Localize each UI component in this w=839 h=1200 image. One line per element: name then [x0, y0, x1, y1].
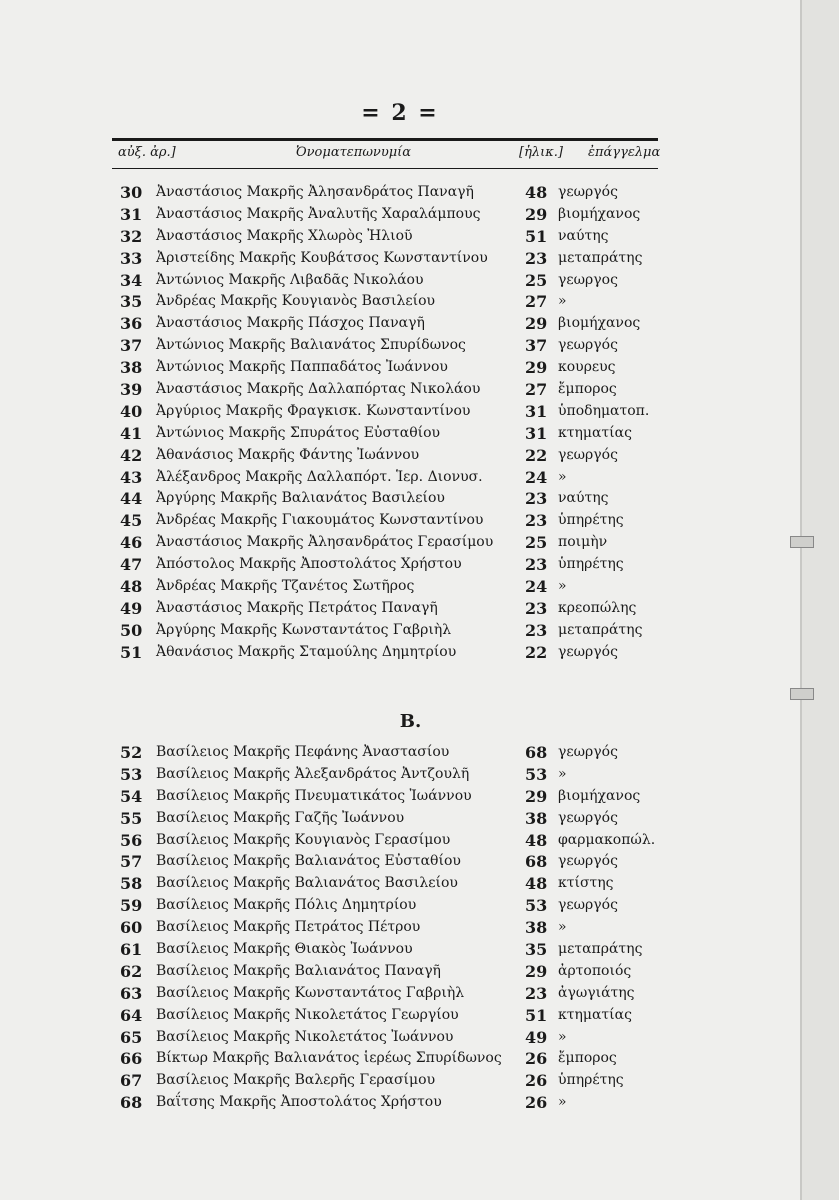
entry-age: 23 — [525, 489, 548, 509]
entry-occupation: βιομήχανος — [558, 315, 641, 332]
header-rule-top — [112, 138, 658, 141]
list-item — [118, 939, 678, 961]
entry-name: Βασίλειος Μακρῆς Βαλιανάτος Βασιλείου — [156, 875, 458, 892]
entry-number: 65 — [120, 1027, 143, 1047]
entry-name: Βασίλειος Μακρῆς Γαζῆς Ἰωάννου — [156, 809, 405, 826]
entry-number: 32 — [120, 226, 143, 246]
binding-edge — [800, 0, 839, 1200]
entry-number: 41 — [120, 423, 143, 443]
list-item — [118, 576, 678, 598]
entry-occupation: γεωργός — [558, 643, 618, 660]
entry-number: 44 — [120, 489, 143, 509]
entry-name: Ἀναστάσιος Μακρῆς Πάσχος Παναγῆ — [156, 315, 425, 332]
entry-name: Ἀργύρης Μακρῆς Βαλιανάτος Βασιλείου — [156, 490, 445, 507]
entry-occupation: » — [558, 1094, 567, 1111]
entry-name: Βασίλειος Μακρῆς Κωνσταντάτος Γαβριὴλ — [156, 984, 465, 1001]
entry-occupation: κτίστης — [558, 875, 614, 892]
list-item — [118, 226, 678, 248]
entry-number: 37 — [120, 336, 143, 356]
entry-name: Ἀθανάσιος Μακρῆς Φάντης Ἰωάννου — [156, 446, 420, 463]
list-item — [118, 830, 678, 852]
entry-number: 47 — [120, 555, 143, 575]
list-item — [118, 764, 678, 786]
list-item — [118, 335, 678, 357]
entry-age: 23 — [525, 555, 548, 575]
entry-occupation: κτηματίας — [558, 1006, 632, 1023]
list-item — [118, 510, 678, 532]
list-item — [118, 1005, 678, 1027]
entry-number: 61 — [120, 940, 143, 960]
column-header-name: Ὀνοματεπωνυμία — [296, 145, 412, 160]
entry-age: 22 — [525, 445, 548, 465]
entry-number: 38 — [120, 358, 143, 378]
entry-number: 33 — [120, 248, 143, 268]
binding-clip-bottom — [790, 688, 814, 700]
entry-age: 29 — [525, 358, 548, 378]
list-item — [118, 873, 678, 895]
list-item — [118, 1027, 678, 1049]
entry-name: Βασίλειος Μακρῆς Βαλιανάτος Παναγῆ — [156, 962, 441, 979]
entry-age: 48 — [525, 830, 548, 850]
entry-occupation: γεωργός — [558, 337, 618, 354]
entry-number: 36 — [120, 314, 143, 334]
section-letter-b: Β. — [399, 711, 422, 732]
list-item — [118, 895, 678, 917]
entry-name: Βασίλειος Μακρῆς Κουγιανὸς Γερασίμου — [156, 831, 451, 848]
entry-number: 31 — [120, 204, 143, 224]
list-item — [118, 786, 678, 808]
list-item — [118, 401, 678, 423]
entry-age: 26 — [525, 1071, 548, 1091]
list-item — [118, 742, 678, 764]
entry-occupation: φαρμακοπώλ. — [558, 831, 656, 848]
entry-occupation: ὑπηρέτης — [558, 556, 624, 573]
entry-name: Ἀναστάσιος Μακρῆς Πετράτος Παναγῆ — [156, 599, 438, 616]
entry-number: 66 — [120, 1049, 143, 1069]
entry-age: 25 — [525, 533, 548, 553]
list-item — [118, 379, 678, 401]
page-number: = 2 = — [361, 100, 439, 126]
entry-occupation: ἔμπορος — [558, 1050, 617, 1067]
entry-occupation: κτηματίας — [558, 424, 632, 441]
entry-name: Βασίλειος Μακρῆς Βαλιανάτος Εὐσταθίου — [156, 853, 461, 870]
entry-occupation: μεταπράτης — [558, 941, 643, 958]
entry-occupation: » — [558, 468, 567, 485]
entry-age: 23 — [525, 983, 548, 1003]
entry-name: Ἀλέξανδρος Μακρῆς Δαλλαπόρτ. Ἱερ. Διονυσ. — [156, 468, 483, 485]
list-item — [118, 445, 678, 467]
entry-occupation: ἀγωγιάτης — [558, 984, 635, 1001]
entry-number: 58 — [120, 874, 143, 894]
entry-age: 51 — [525, 1005, 548, 1025]
entry-name: Βασίλειος Μακρῆς Βαλερῆς Γερασίμου — [156, 1072, 436, 1089]
entry-occupation: ναύτης — [558, 490, 609, 507]
list-item — [118, 182, 678, 204]
entry-number: 60 — [120, 918, 143, 938]
entry-age: 23 — [525, 620, 548, 640]
entry-name: Ἀνδρέας Μακρῆς Τζανέτος Σωτῆρος — [156, 578, 415, 595]
entry-number: 63 — [120, 983, 143, 1003]
entry-occupation: » — [558, 293, 567, 310]
entry-age: 49 — [525, 1027, 548, 1047]
list-item — [118, 851, 678, 873]
column-header-age: [ἡλικ.] — [519, 145, 563, 160]
entry-occupation: ποιμὴν — [558, 534, 608, 551]
entry-name: Ἀνδρέας Μακρῆς Κουγιανὸς Βασιλείου — [156, 293, 436, 310]
list-item — [118, 270, 678, 292]
list-item — [118, 983, 678, 1005]
entry-name: Ἀναστάσιος Μακρῆς Δαλλαπόρτας Νικολάου — [156, 381, 481, 398]
entry-age: 48 — [525, 874, 548, 894]
entry-number: 46 — [120, 533, 143, 553]
entry-age: 31 — [525, 401, 548, 421]
column-header-occupation: ἐπάγγελμα — [588, 145, 661, 160]
entry-occupation: μεταπράτης — [558, 249, 643, 266]
entry-occupation: γεωργός — [558, 897, 618, 914]
entry-number: 67 — [120, 1071, 143, 1091]
entry-occupation: γεωργος — [558, 271, 618, 288]
entry-age: 37 — [525, 336, 548, 356]
entry-age: 68 — [525, 852, 548, 872]
entry-occupation: ἀρτοποιός — [558, 962, 632, 979]
entry-name: Ἀντώνιος Μακρῆς Παππαδάτος Ἰωάννου — [156, 359, 448, 376]
entry-occupation: βιομήχανος — [558, 205, 641, 222]
entry-occupation: ὑπηρέτης — [558, 512, 624, 529]
entry-age: 68 — [525, 743, 548, 762]
list-item — [118, 917, 678, 939]
entry-age: 35 — [525, 940, 548, 960]
list-item — [118, 554, 678, 576]
entry-number: 59 — [120, 896, 143, 916]
list-item — [118, 423, 678, 445]
entry-age: 29 — [525, 204, 548, 224]
entry-occupation: » — [558, 1028, 567, 1045]
list-item — [118, 357, 678, 379]
entry-number: 50 — [120, 620, 143, 640]
entry-name: Ἀντώνιος Μακρῆς Λιβαδᾶς Νικολάου — [156, 271, 424, 288]
registry-list-a — [118, 182, 678, 664]
entry-number: 35 — [120, 292, 143, 312]
entry-occupation: γεωργός — [558, 184, 618, 200]
entry-number: 40 — [120, 401, 143, 421]
entry-occupation: βιομήχανος — [558, 787, 641, 804]
entry-age: 38 — [525, 808, 548, 828]
registry-list-b — [118, 702, 678, 1114]
entry-name: Βασίλειος Μακρῆς Ἀλεξανδράτος Ἀντζουλῆ — [156, 765, 470, 782]
entry-age: 29 — [525, 314, 548, 334]
entry-name: Ἀπόστολος Μακρῆς Ἀποστολάτος Χρήστου — [156, 556, 462, 573]
entry-name: Ἀντώνιος Μακρῆς Βαλιανάτος Σπυρίδωνος — [156, 337, 466, 354]
entry-occupation: μεταπράτης — [558, 621, 643, 638]
entry-number: 52 — [120, 743, 143, 762]
entry-occupation: » — [558, 578, 567, 595]
entry-name: Βασίλειος Μακρῆς Πνευματικάτος Ἰωάννου — [156, 787, 472, 804]
entry-occupation: ὑποδηματοπ. — [558, 402, 650, 419]
entry-occupation: γεωργός — [558, 853, 618, 870]
list-item — [118, 248, 678, 270]
entry-number: 49 — [120, 598, 143, 618]
list-item — [118, 961, 678, 983]
entry-age: 23 — [525, 598, 548, 618]
entry-occupation: κουρευς — [558, 359, 616, 376]
binding-clip-top — [790, 536, 814, 548]
entry-age: 26 — [525, 1093, 548, 1113]
entry-number: 42 — [120, 445, 143, 465]
entry-age: 24 — [525, 467, 548, 487]
list-item — [118, 620, 678, 642]
entry-age: 25 — [525, 270, 548, 290]
entry-name: Ἀναστάσιος Μακρῆς Χλωρὸς Ἠλιοῦ — [156, 227, 413, 244]
entry-name: Βίκτωρ Μακρῆς Βαλιανάτος ἱερέως Σπυρίδωνος — [156, 1050, 502, 1067]
entry-occupation: γεωργός — [558, 446, 618, 463]
entry-age: 29 — [525, 961, 548, 981]
entry-number: 30 — [120, 183, 143, 202]
header-rule-bottom — [112, 168, 658, 169]
entry-number: 48 — [120, 577, 143, 597]
entry-age: 26 — [525, 1049, 548, 1069]
entry-name: Βασίλειος Μακρῆς Πετράτος Πέτρου — [156, 919, 421, 936]
entry-name: Ἀθανάσιος Μακρῆς Σταμούλης Δημητρίου — [156, 643, 457, 660]
column-header-number: αὐξ. ἀρ.] — [118, 145, 176, 160]
list-item — [118, 488, 678, 510]
entry-number: 56 — [120, 830, 143, 850]
entry-number: 68 — [120, 1093, 143, 1113]
entry-age: 23 — [525, 511, 548, 531]
entry-number: 34 — [120, 270, 143, 290]
entry-occupation: » — [558, 765, 567, 782]
entry-name: Βασίλειος Μακρῆς Πεφάνης Ἀναστασίου — [156, 744, 450, 760]
entry-name: Ἀναστάσιος Μακρῆς Ἀλησανδράτος Γερασίμου — [156, 534, 494, 551]
entry-number: 43 — [120, 467, 143, 487]
entry-number: 51 — [120, 642, 143, 662]
list-item — [118, 1070, 678, 1092]
list-item — [118, 1048, 678, 1070]
entry-name: Βασίλειος Μακρῆς Πόλις Δημητρίου — [156, 897, 417, 914]
entry-number: 57 — [120, 852, 143, 872]
entry-age: 38 — [525, 918, 548, 938]
entry-age: 29 — [525, 786, 548, 806]
list-item — [118, 313, 678, 335]
entry-name: Βασίλειος Μακρῆς Θιακὸς Ἰωάννου — [156, 941, 413, 958]
entry-age: 27 — [525, 292, 548, 312]
entry-age: 53 — [525, 896, 548, 916]
entry-number: 55 — [120, 808, 143, 828]
entry-name: Ἀριστείδης Μακρῆς Κουβάτσος Κωνσταντίνου — [156, 249, 488, 266]
entry-name: Βασίλειος Μακρῆς Νικολετάτος Ἰωάννου — [156, 1028, 454, 1045]
entry-name: Ἀναστάσιος Μακρῆς Ἀλησανδράτος Παναγῆ — [156, 184, 474, 200]
entry-occupation: γεωργός — [558, 809, 618, 826]
entry-age: 27 — [525, 380, 548, 400]
entry-occupation: ναύτης — [558, 227, 609, 244]
entry-number: 53 — [120, 764, 143, 784]
entry-occupation: κρεοπώλης — [558, 599, 637, 616]
list-item — [118, 532, 678, 554]
list-item — [118, 291, 678, 313]
list-item — [118, 204, 678, 226]
list-item — [118, 1092, 678, 1114]
entry-number: 54 — [120, 786, 143, 806]
entry-occupation: » — [558, 919, 567, 936]
entry-age: 24 — [525, 577, 548, 597]
entry-age: 48 — [525, 183, 548, 202]
entry-name: Ἀργύριος Μακρῆς Φραγκισκ. Κωνσταντίνου — [156, 402, 471, 419]
entry-name: Ἀνδρέας Μακρῆς Γιακουμάτος Κωνσταντίνου — [156, 512, 484, 529]
entry-age: 53 — [525, 764, 548, 784]
list-item — [118, 467, 678, 489]
entry-name: Βασίλειος Μακρῆς Νικολετάτος Γεωργίου — [156, 1006, 459, 1023]
entry-name: Ἀργύρης Μακρῆς Κωνσταντάτος Γαβριὴλ — [156, 621, 452, 638]
entry-occupation: γεωργός — [558, 744, 618, 760]
entry-name: Ἀναστάσιος Μακρῆς Ἀναλυτῆς Χαραλάμπους — [156, 205, 481, 222]
entry-number: 45 — [120, 511, 143, 531]
list-item — [118, 598, 678, 620]
entry-name: Βαΐτσης Μακρῆς Ἀποστολάτος Χρήστου — [156, 1094, 442, 1111]
entry-number: 39 — [120, 380, 143, 400]
entry-age: 51 — [525, 226, 548, 246]
entry-age: 23 — [525, 248, 548, 268]
list-item — [118, 642, 678, 664]
entry-number: 62 — [120, 961, 143, 981]
list-item — [118, 808, 678, 830]
entry-age: 22 — [525, 642, 548, 662]
entry-number: 64 — [120, 1005, 143, 1025]
entry-occupation: ὑπηρέτης — [558, 1072, 624, 1089]
entry-occupation: ἔμπορος — [558, 381, 617, 398]
entry-age: 31 — [525, 423, 548, 443]
entry-name: Ἀντώνιος Μακρῆς Σπυράτος Εὐσταθίου — [156, 424, 441, 441]
